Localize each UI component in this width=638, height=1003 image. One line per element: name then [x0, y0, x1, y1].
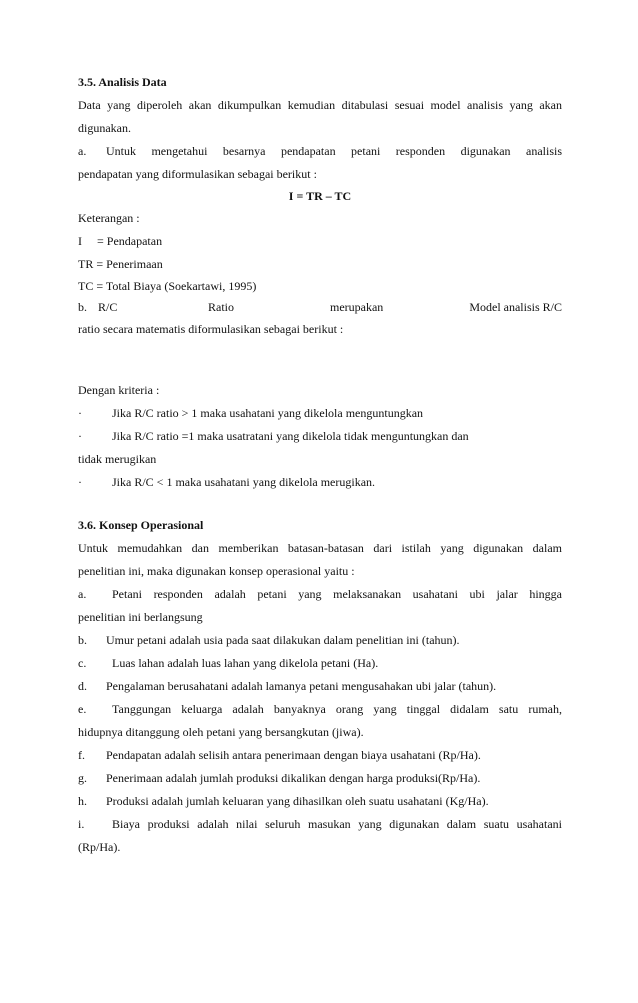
paragraph-line: digunakan.	[78, 121, 131, 135]
paragraph-line: (Rp/Ha).	[78, 840, 121, 854]
bullet-icon: ·	[78, 475, 82, 489]
keterangan-tr: TR = Penerimaan	[78, 257, 163, 271]
list-marker: a.	[78, 144, 87, 158]
kriteria-item: · Jika R/C ratio =1 maka usatratani yang dikelola tidak menguntungkan dan	[78, 429, 469, 443]
list-text: Untuk mengetahui besarnya pendapatan petani responden digunakan analisis	[106, 144, 562, 158]
keterangan-tc: TC = Total Biaya (Soekartawi, 1995)	[78, 279, 257, 293]
kriteria-label: Dengan kriteria :	[78, 383, 160, 397]
list-marker: b.	[78, 633, 87, 647]
paragraph-line: hidupnya ditanggung oleh petani yang bersangkutan (jiwa).	[78, 725, 364, 739]
bullet-icon: ·	[78, 406, 82, 420]
rc-word: R/C	[98, 300, 118, 314]
rc-word: Ratio	[208, 300, 234, 314]
formula: I = TR – TC	[288, 189, 352, 203]
list-item-h: h. Produksi adalah jumlah keluaran yang dihasilkan oleh suatu usahatani (Kg/Ha).	[78, 794, 489, 808]
rc-word: merupakan	[330, 300, 384, 314]
kriteria-item: · Jika R/C ratio > 1 maka usahatani yang dikelola menguntungkan	[78, 406, 424, 420]
paragraph-line: penelitian ini, maka digunakan konsep operasional yaitu :	[78, 564, 355, 578]
paragraph-line: tidak merugikan	[78, 452, 157, 466]
section-heading-konsep-operasional: 3.6. Konsep Operasional	[78, 518, 204, 532]
keterangan-i: I = Pendapatan	[78, 234, 163, 248]
section-heading-analisis-data: 3.5. Analisis Data	[78, 75, 167, 89]
list-marker: e.	[78, 702, 87, 716]
list-item-a	[78, 144, 562, 158]
list-item-a: a. Petani responden adalah petani yang melaksanakan usahatani ubi jalar hingga	[78, 587, 562, 601]
bullet-icon: ·	[78, 429, 82, 443]
list-marker: b.	[78, 300, 87, 314]
paragraph-line: penelitian ini berlangsung	[78, 610, 203, 624]
list-item-c: c. Luas lahan adalah luas lahan yang dikelola petani (Ha).	[78, 656, 379, 670]
list-marker: g.	[78, 771, 87, 785]
list-marker: i.	[78, 817, 85, 831]
list-marker: d.	[78, 679, 87, 693]
paragraph-line: Data yang diperoleh akan dikumpulkan kemudian ditabulasi sesuai model analisis yang akan	[78, 98, 562, 112]
list-item-b: b. Umur petani adalah usia pada saat dilakukan dalam penelitian ini (tahun).	[78, 633, 460, 647]
list-item-i: i. Biaya produksi adalah nilai seluruh masukan yang digunakan dalam suatu usahatani	[78, 817, 562, 831]
list-marker: h.	[78, 794, 87, 808]
list-marker: c.	[78, 656, 87, 670]
kriteria-item: · Jika R/C < 1 maka usahatani yang dikelola merugikan.	[78, 475, 376, 489]
list-marker: a.	[78, 587, 87, 601]
list-item-d: d. Pengalaman berusahatani adalah lamanya petani mengusahakan ubi jalar (tahun).	[78, 679, 497, 693]
list-item-f: f. Pendapatan adalah selisih antara penerimaan dengan biaya usahatani (Rp/Ha).	[78, 748, 481, 762]
rc-word: Model analisis R/C	[469, 300, 562, 314]
paragraph-line: pendapatan yang diformulasikan sebagai berikut :	[78, 167, 317, 181]
list-item-e: e. Tanggungan keluarga adalah banyaknya orang yang tinggal didalam satu rumah,	[78, 702, 562, 716]
paragraph-line: Untuk memudahkan dan memberikan batasan-batasan dari istilah yang digunakan dalam	[78, 541, 562, 555]
list-item-b	[78, 300, 562, 314]
keterangan-label: Keterangan :	[78, 211, 140, 225]
list-item-g: g. Penerimaan adalah jumlah produksi dikalikan dengan harga produksi(Rp/Ha).	[78, 771, 481, 785]
paragraph-line: ratio secara matematis diformulasikan sebagai berikut :	[78, 322, 344, 336]
list-marker: f.	[78, 748, 85, 762]
